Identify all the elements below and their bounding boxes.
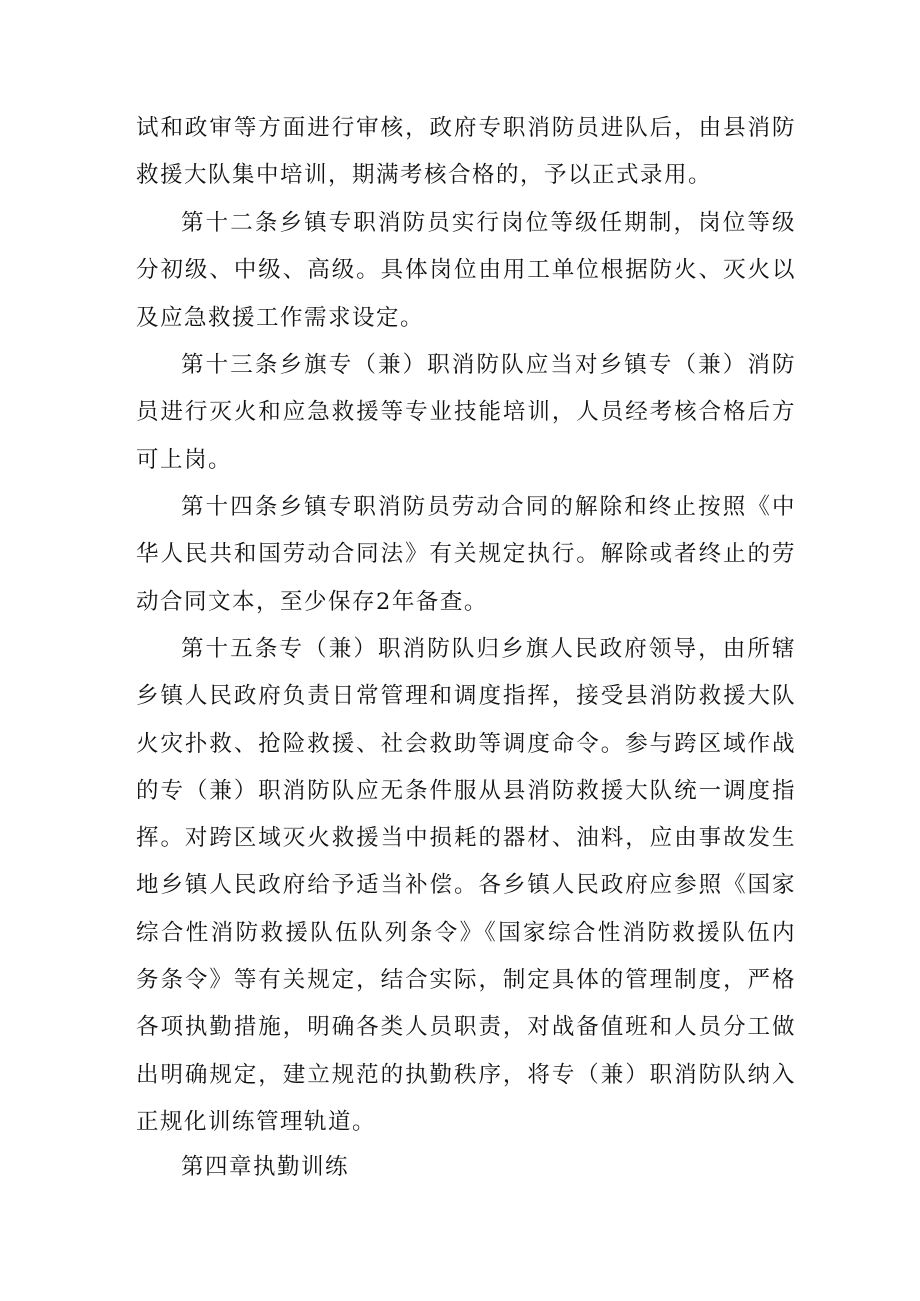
article-15-paragraph: 第十五条专（兼）职消防队归乡旗人民政府领导，由所辖乡镇人民政府负责日常管理和调度指挥，接受县消防救援大队火灾扑救、抢险救援、社会救助等调度命令。参与跨区域作战的专（兼）职消防队应无条件服从县消防救援大队统一调度指挥。对跨区域灭火救援当中损耗的器材、油料，应由事故发生地乡镇人民政府给予适当补偿。各乡镇人民政府应参照《国家综合性消防救援队伍队列条令》《国家综合性消防救援队伍内务条令》等有关规定，结合实际，制定具体的管理制度，严格各项执勤措施，明确各类人员职责，对战备值班和人员分工做出明确规定，建立规范的执勤秩序，将专（兼）职消防队纳入正规化训练管理轨道。 — [136, 636, 796, 1135]
article-13-paragraph: 第十三条乡旗专（兼）职消防队应当对乡镇专（兼）消防员进行灭火和应急救援等专业技能培训，人员经考核合格后方可上岗。 — [136, 352, 796, 473]
article-14-paragraph: 第十四条乡镇专职消防员劳动合同的解除和终止按照《中华人民共和国劳动合同法》有关规定执行。解除或者终止的劳动合同文本，至少保存2年备查。 — [136, 494, 796, 615]
paragraph-continuation: 试和政审等方面进行审核，政府专职消防员进队后，由县消防救援大队集中培训，期满考核合格的，予以正式录用。 — [136, 115, 796, 189]
chapter-4-heading: 第四章执勤训练 — [181, 1154, 350, 1180]
article-12-paragraph: 第十二条乡镇专职消防员实行岗位等级任期制，岗位等级分初级、中级、高级。具体岗位由用工单位根据防火、灭火以及应急救援工作需求设定。 — [136, 210, 796, 331]
